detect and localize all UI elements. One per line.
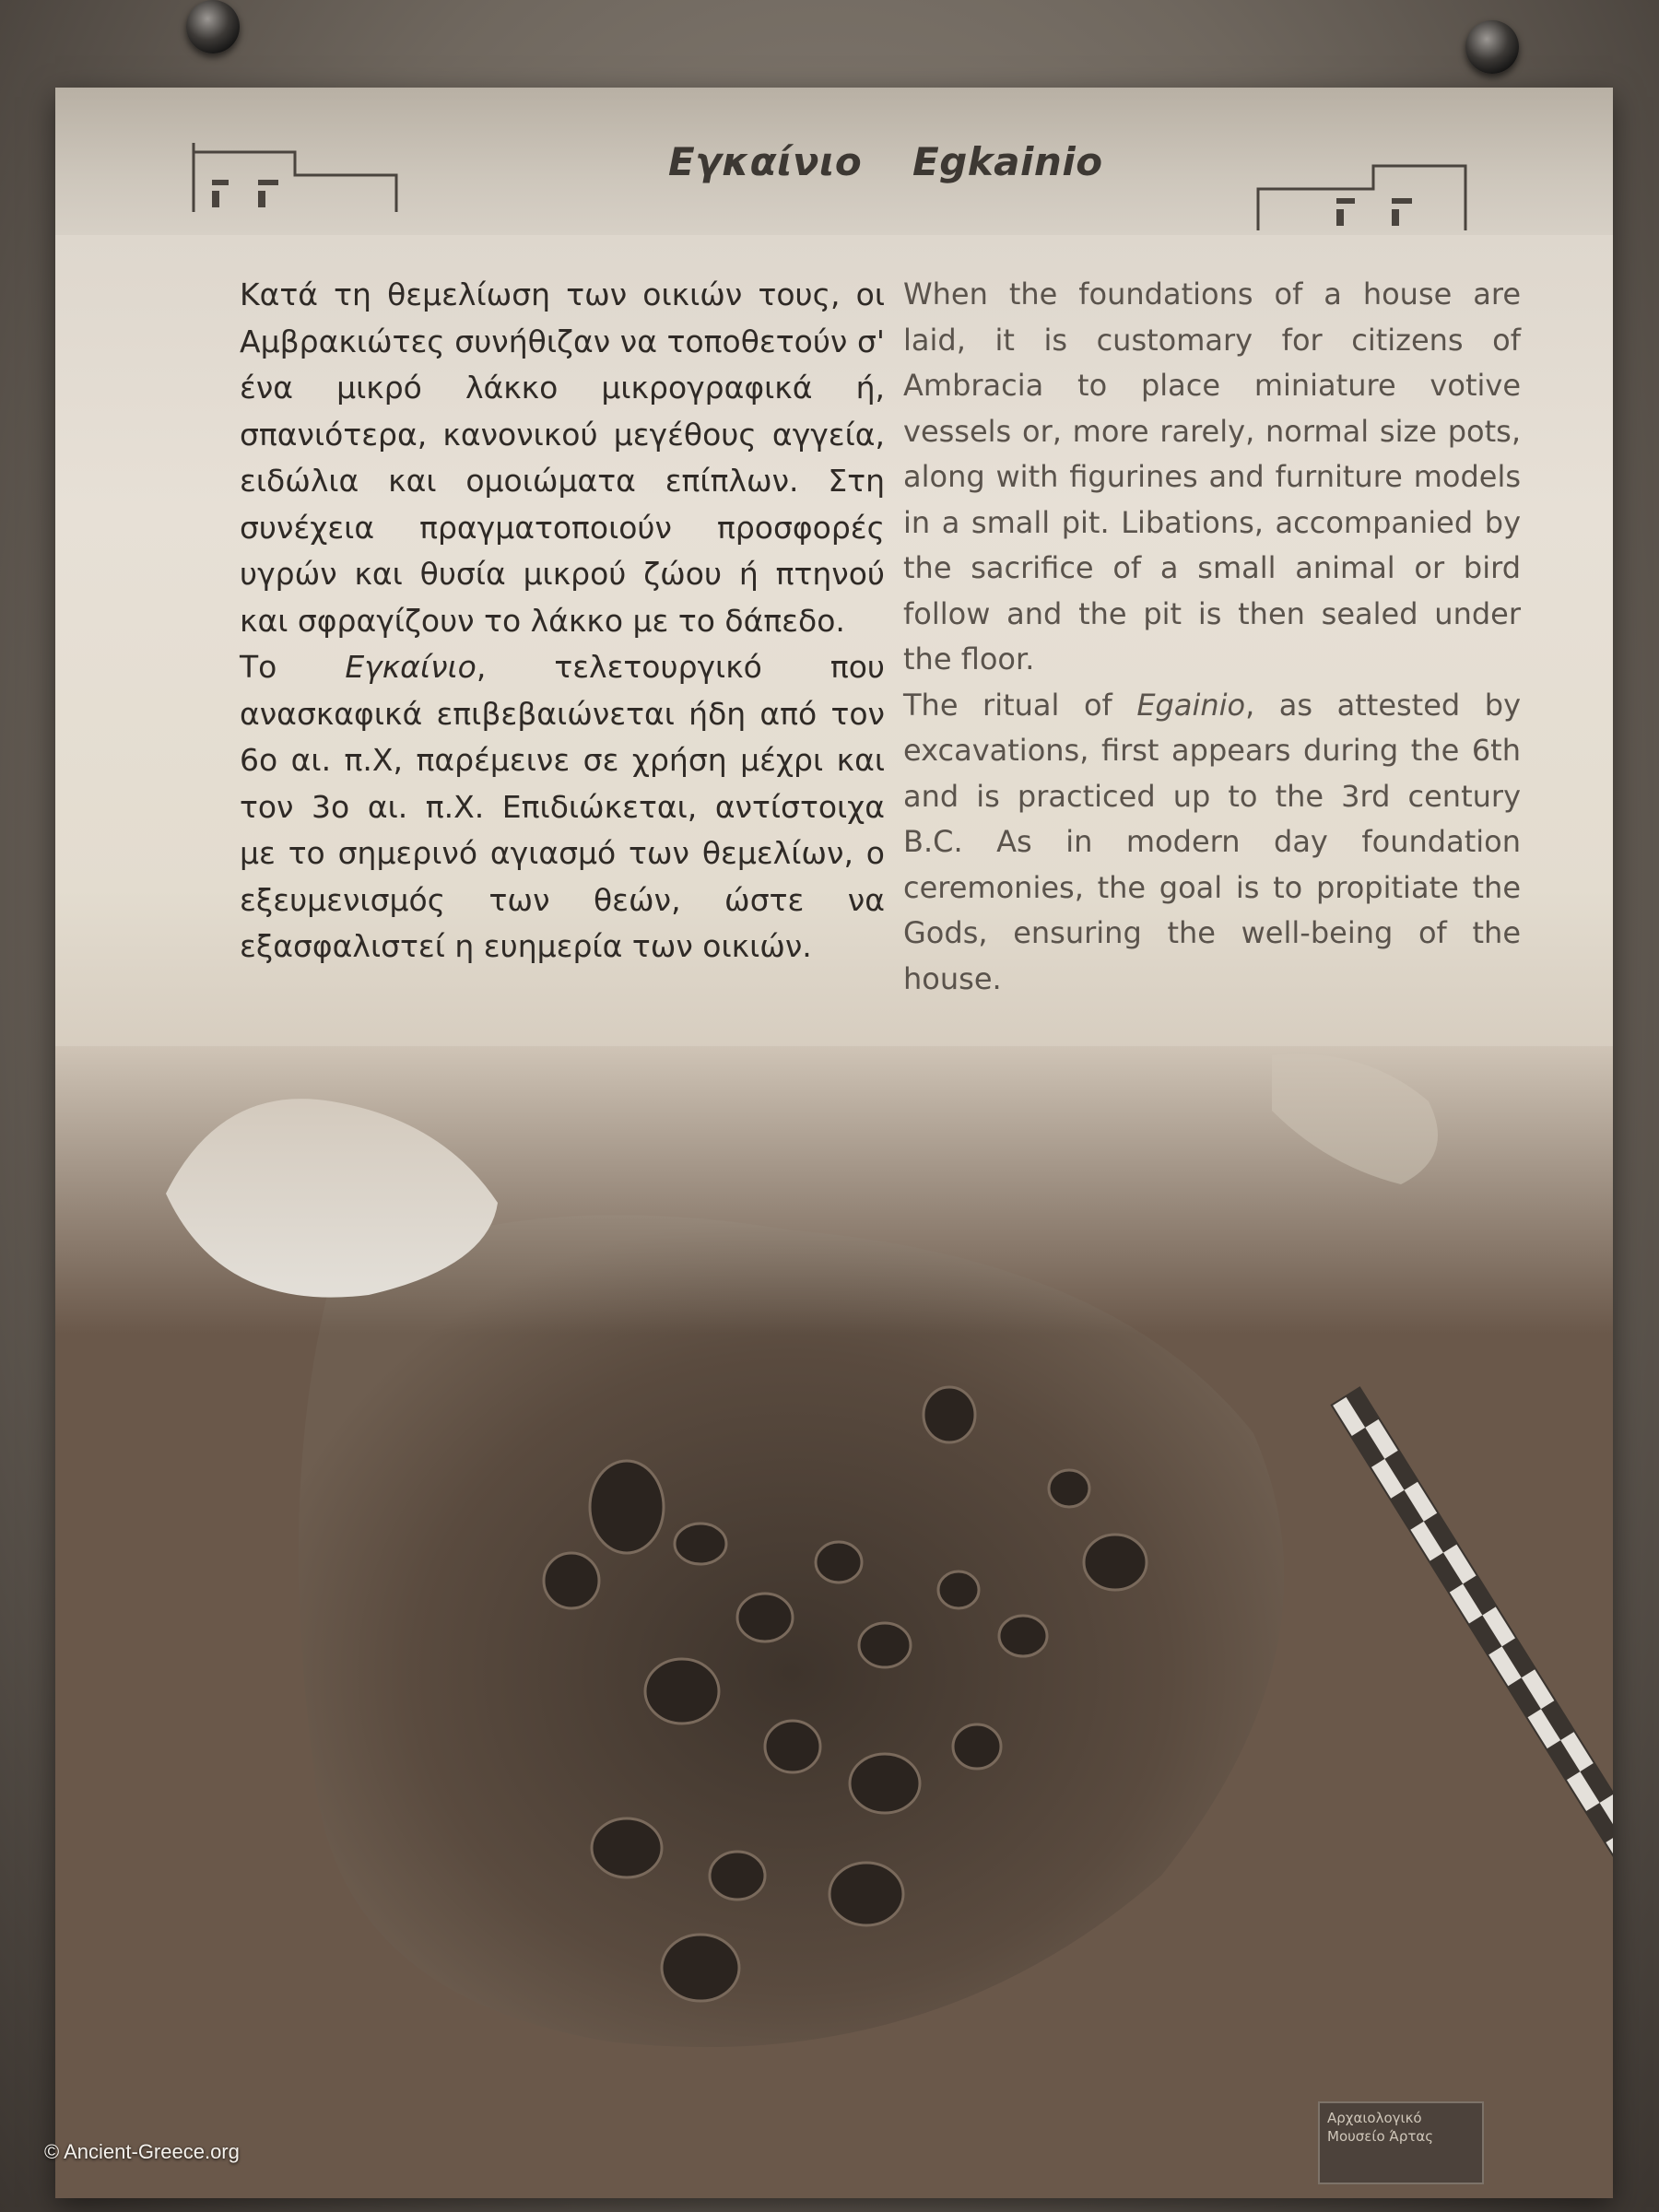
greek-p2-end: , τελετουργικό που ανασκαφικά επιβεβαιώνεται ήδη από τον 6ο αι. π.Χ, παρέμεινε σε χρήση μέχρι και τον 3ο αι. π.Χ. Επιδιώκεται, αντίστοιχα με το σημερινό αγιασμό των θεμελίων, ο εξευμενισμός των θεών, ώστε να εξασφαλιστεί η ευημερία των οικιών. (240, 649, 885, 964)
english-paragraph-1: When the foundations of a house are laid, it is customary for citizens of Ambracia to place miniature votive vessels or, more rarely, normal size pots, along with figurines and furniture models in a small pit. Libations, accompanied by the sacrifice of a small animal or bird follow and the pit is then sealed under the floor. (903, 276, 1521, 677)
title-english: Egkainio (912, 139, 1103, 184)
museum-label-line-2: Μουσείο Άρτας (1327, 2128, 1434, 2145)
house-outline-icon-left (184, 115, 406, 217)
greek-text-column (240, 272, 885, 971)
greek-p2-ritual-name: Εγκαίνιο (345, 649, 477, 685)
mounting-screw-top-left (186, 0, 240, 53)
museum-label-line-1: Αρχαιολογικό (1327, 2110, 1422, 2126)
greek-paragraph-2 (240, 644, 885, 971)
museum-info-panel (55, 88, 1613, 2198)
house-outline-icon-right (1253, 152, 1475, 235)
english-p2-ritual-name: Egainio (1136, 687, 1246, 723)
english-p2-start: The ritual of (903, 687, 1137, 723)
museum-label (1318, 2101, 1484, 2184)
greek-paragraph-1: Κατά τη θεμελίωση των οικιών τους, οι Αμβρακιώτες συνήθιζαν να τοποθετούν σ' ένα μικρό λάκκο μικρογραφικά ή, σπανιότερα, κανονικού μεγέθους αγγεία, ειδώλια και ομοιώματα επίπλων. Στη συνέχεια πραγματοποιούν προσφορές υγρών και θυσία μικρού ζώου ή πτηνού και σφραγίζουν το λάκκο με το δάπεδο. (240, 276, 885, 639)
english-paragraph-2 (903, 683, 1521, 1003)
english-p2-end: , as attested by excavations, first appears during the 6th and is practiced up to the 3rd century B.C. As in modern day foundation ceremonies, the goal is to propitiate the Gods, ensuring the well-being of the house. (903, 687, 1522, 996)
title-greek: Εγκαίνιο (668, 139, 863, 184)
mounting-screw-top-right (1465, 20, 1519, 74)
panel-header (55, 88, 1613, 235)
excavation-photo (55, 1046, 1613, 2198)
copyright-watermark: © Ancient-Greece.org (44, 2140, 240, 2163)
english-text-column (903, 272, 1521, 1002)
greek-p2-start: Το (240, 649, 346, 685)
